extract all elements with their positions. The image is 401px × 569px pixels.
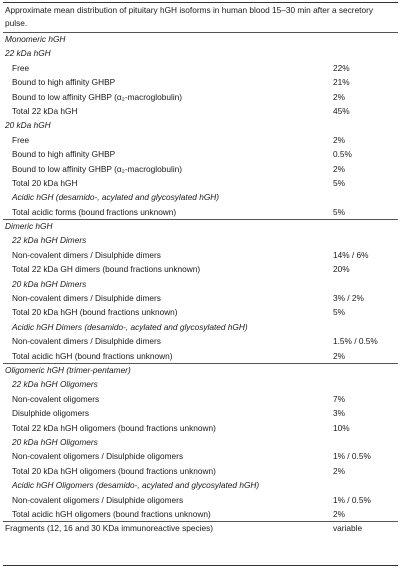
- section-heading-row: [0, 478, 401, 492]
- row-label: Free: [12, 62, 30, 73]
- row-label: Total acidic hGH oligomers (bound fractions unknown): [12, 508, 211, 519]
- row-label: Total 22 kDa GH dimers (bound fractions unknown): [12, 264, 201, 275]
- row-label: Total 22 kDa hGH: [12, 105, 78, 116]
- table-row: [0, 133, 401, 147]
- row-label: Dimeric hGH: [5, 221, 53, 232]
- row-label: Non-covalent oligomers: [12, 393, 100, 404]
- section-heading-row: [0, 363, 401, 377]
- table-row: [0, 176, 401, 190]
- row-value: 7%: [333, 393, 345, 404]
- table-caption: Approximate mean distribution of pituitary hGH isoforms in human blood 15–30 min after a secretory pulse.: [5, 5, 374, 28]
- row-label: Fragments (12, 16 and 30 KDa immunoreactive species): [5, 523, 213, 534]
- row-label: Total 20 kDa hGH: [12, 177, 78, 188]
- row-value: 2%: [333, 350, 345, 361]
- table-row: [0, 392, 401, 406]
- row-label: Disulphide oligomers: [12, 408, 90, 419]
- row-value: 20%: [333, 264, 350, 275]
- top-rule: [3, 2, 398, 3]
- row-value: 1% / 0.5%: [333, 451, 371, 462]
- table-row: [0, 75, 401, 89]
- row-label: Non-covalent oligomers / Disulphide oligomers: [12, 494, 184, 505]
- table-row: [0, 205, 401, 219]
- row-value: 2%: [333, 134, 345, 145]
- table-row: [0, 104, 401, 118]
- row-value: 5%: [333, 307, 345, 318]
- row-label: Non-covalent oligomers / Disulphide oligomers: [12, 451, 184, 462]
- section-heading-row: [0, 377, 401, 391]
- section-heading-row: [0, 219, 401, 233]
- row-value: 5%: [333, 177, 345, 188]
- table-body: [0, 32, 401, 536]
- table-row: [0, 421, 401, 435]
- row-label: Total 20 kDa hGH oligomers (bound fractions unknown): [12, 465, 216, 476]
- section-heading-row: [0, 46, 401, 60]
- row-value: 2%: [333, 508, 345, 519]
- table-row: [0, 147, 401, 161]
- table-row: [0, 493, 401, 507]
- row-value: 22%: [333, 62, 350, 73]
- section-heading-row: [0, 435, 401, 449]
- row-value: 14% / 6%: [333, 249, 369, 260]
- row-label: Total 20 kDa hGH (bound fractions unknown): [12, 307, 178, 318]
- row-value: 3% / 2%: [333, 293, 364, 304]
- row-label: Total acidic forms (bound fractions unknown): [12, 206, 177, 217]
- row-label: Non-covalent dimers / Disulphide dimers: [12, 336, 161, 347]
- row-label: Free: [12, 134, 30, 145]
- row-label: Bound to low affinity GHBP (α₂-macroglobulin): [12, 163, 183, 174]
- table-row: [0, 464, 401, 478]
- row-label: Total acidic hGH (bound fractions unknown): [12, 350, 173, 361]
- row-value: 2%: [333, 465, 345, 476]
- row-label: Non-covalent dimers / Disulphide dimers: [12, 249, 161, 260]
- row-value: 1% / 0.5%: [333, 494, 371, 505]
- table-row: [0, 521, 401, 535]
- table-row: [0, 90, 401, 104]
- section-heading-row: [0, 233, 401, 247]
- table-row: [0, 162, 401, 176]
- row-label: Bound to low affinity GHBP (α₂-macroglobulin): [12, 91, 183, 102]
- table-row: [0, 406, 401, 420]
- table-row: [0, 305, 401, 319]
- table-row: [0, 262, 401, 276]
- row-value: 10%: [333, 422, 350, 433]
- row-value: 2%: [333, 163, 345, 174]
- row-label: Non-covalent dimers / Disulphide dimers: [12, 293, 161, 304]
- row-label: Oligomeric hGH (trimer-pentamer): [5, 364, 131, 375]
- section-heading-row: [0, 320, 401, 334]
- table-row: [0, 507, 401, 521]
- row-value: 5%: [333, 206, 345, 217]
- row-label: Acidic hGH Dimers (desamido-, acylated and glycosylated hGH): [12, 321, 248, 332]
- table-row: [0, 449, 401, 463]
- row-value: 21%: [333, 77, 350, 88]
- row-label: 20 kDa hGH Dimers: [12, 278, 87, 289]
- row-label: Bound to high affinity GHBP: [12, 149, 116, 160]
- row-label: Monomeric hGH: [5, 34, 66, 44]
- row-label: 22 kDa hGH: [5, 48, 51, 59]
- row-label: Total 22 kDa hGH oligomers (bound fractions unknown): [12, 422, 216, 433]
- row-value: 1.5% / 0.5%: [333, 336, 378, 347]
- section-heading-row: [0, 190, 401, 204]
- row-label: Acidic hGH (desamido-, acylated and glycosylated hGH): [12, 192, 220, 203]
- row-label: 20 kDa hGH Oligomers: [12, 436, 98, 447]
- section-divider: [3, 219, 398, 220]
- section-heading-row: [0, 118, 401, 132]
- row-label: 20 kDa hGH: [5, 120, 51, 131]
- row-value: 2%: [333, 91, 345, 102]
- table-row: [0, 248, 401, 262]
- row-label: Acidic hGH Oligomers (desamido-, acylated and glycosylated hGH): [12, 480, 260, 491]
- row-value: 0.5%: [333, 149, 352, 160]
- bottom-rule: [3, 565, 398, 566]
- table-row: [0, 61, 401, 75]
- section-heading-row: [0, 32, 401, 46]
- table-row: [0, 349, 401, 363]
- table-row: [0, 334, 401, 348]
- row-label: 22 kDa hGH Oligomers: [12, 379, 98, 390]
- section-heading-row: [0, 277, 401, 291]
- table-row: [0, 291, 401, 305]
- row-value: variable: [333, 523, 363, 534]
- row-value: 45%: [333, 105, 350, 116]
- row-label: 22 kDa hGH Dimers: [12, 235, 87, 246]
- row-value: 3%: [333, 408, 345, 419]
- row-label: Bound to high affinity GHBP: [12, 77, 116, 88]
